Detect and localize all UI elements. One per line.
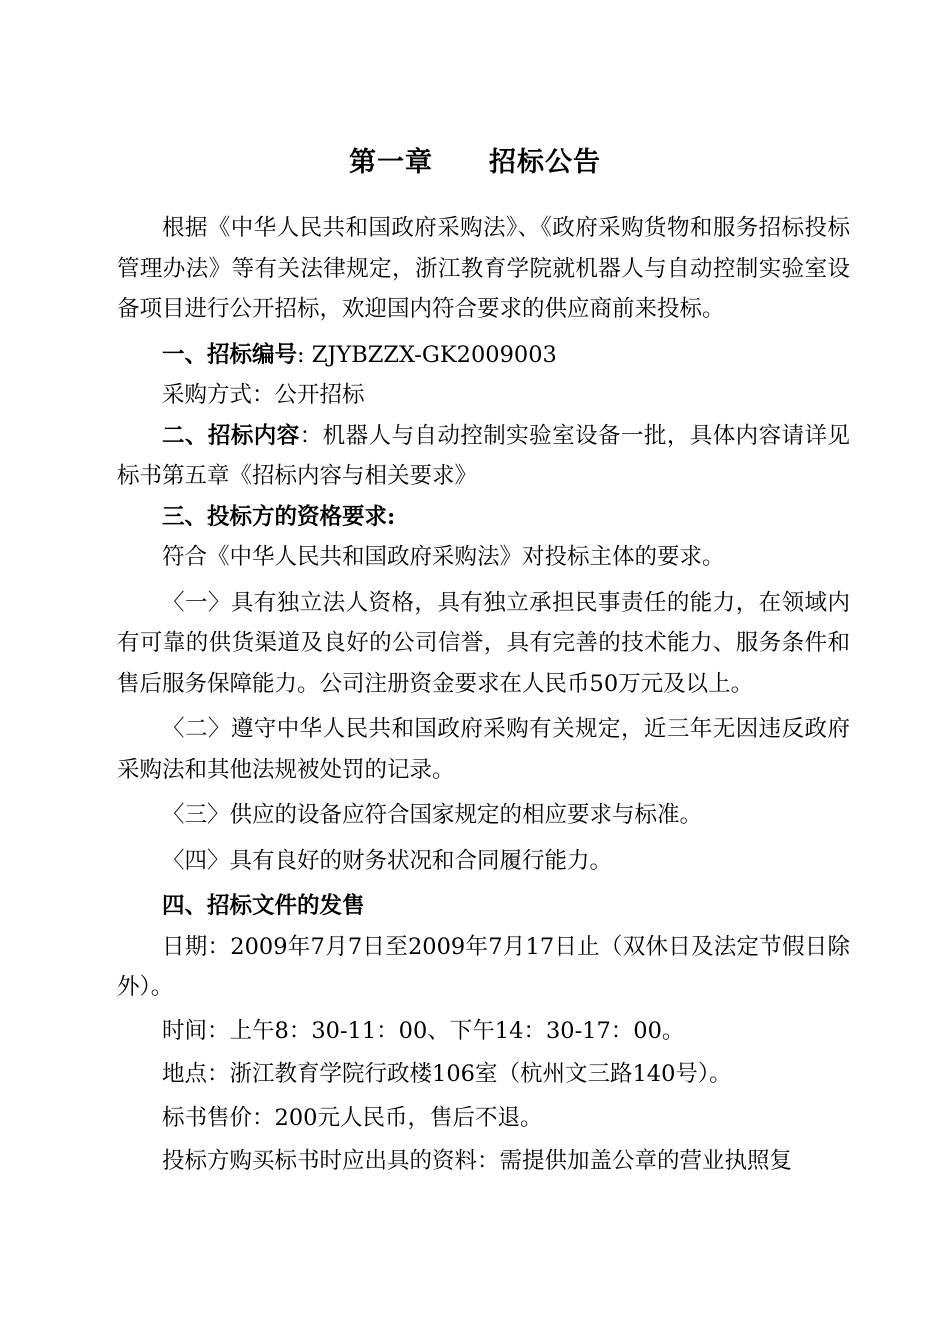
section-document-sale [117,886,850,927]
qualification-item-4: 〈四〉具有良好的财务状况和合同履行能力。 [162,847,613,874]
qualification-item-3: 〈三〉供应的设备应符合国家规定的相应要求与标准。 [162,802,703,828]
qualification-intro: 符合《中华人民共和国政府采购法》对投标主体的要求。 [162,544,725,570]
section-document-sale-label: 四、招标文件的发售 [162,893,365,919]
sale-location: 地点：浙江教育学院行政楼106室（杭州文三路140号）。 [162,1061,732,1087]
section-tender-number-label: 一、招标编号 [162,341,298,368]
chapter-number: 第一章 [349,147,433,178]
section-tender-number [117,335,850,376]
section-tender-content [117,416,850,497]
tender-number-value: : ZJYBZZX-GK2009003 [297,341,557,368]
intro-paragraph: 根据《中华人民共和国政府采购法》、《政府采购货物和服务招标投标管理办法》等有关法律规定，浙江教育学院就机器人与自动控制实验室设备项目进行公开招标，欢迎国内符合要求的供应商前来投标。 [117,215,850,322]
section-qualifications [117,497,850,538]
procurement-method: 采购方式：公开招标 [162,382,365,408]
sale-date: 日期：2009年7月7日至2009年7月17日止（双休日及法定节假日除外）。 [117,933,850,1000]
sale-materials: 投标方购买标书时应出具的资料：需提供加盖公章的营业执照复 [162,1148,793,1174]
sale-time: 时间：上午8：30-11：00、下午14：30-17：00。 [162,1017,685,1044]
chapter-name: 招标公告 [489,147,601,178]
document-body [117,208,850,1182]
qualification-item-1: 〈一〉具有独立法人资格，具有独立承担民事责任的能力，在领域内有可靠的供货渠道及良好的公司信誉，具有完善的技术能力、服务条件和售后服务保障能力。公司注册资金要求在人民币50万元及以上。 [117,589,850,697]
section-qualifications-colon: : [387,503,396,530]
qualification-item-2: 〈二〉遵守中华人民共和国政府采购有关规定，近三年无因违反政府采购法和其他法规被处罚的记录。 [117,716,850,783]
section-tender-content-label: 二、招标内容 [162,422,300,449]
tender-content-value: ：机器人与自动控制实验室设备一批，具体内容请详见标书第五章《招标内容与相关要求》 [117,422,850,489]
sale-price: 标书售价：200元人民币，售后不退。 [162,1104,543,1131]
chapter-title [0,140,950,179]
section-qualifications-label: 三、投标方的资格要求 [162,503,388,530]
